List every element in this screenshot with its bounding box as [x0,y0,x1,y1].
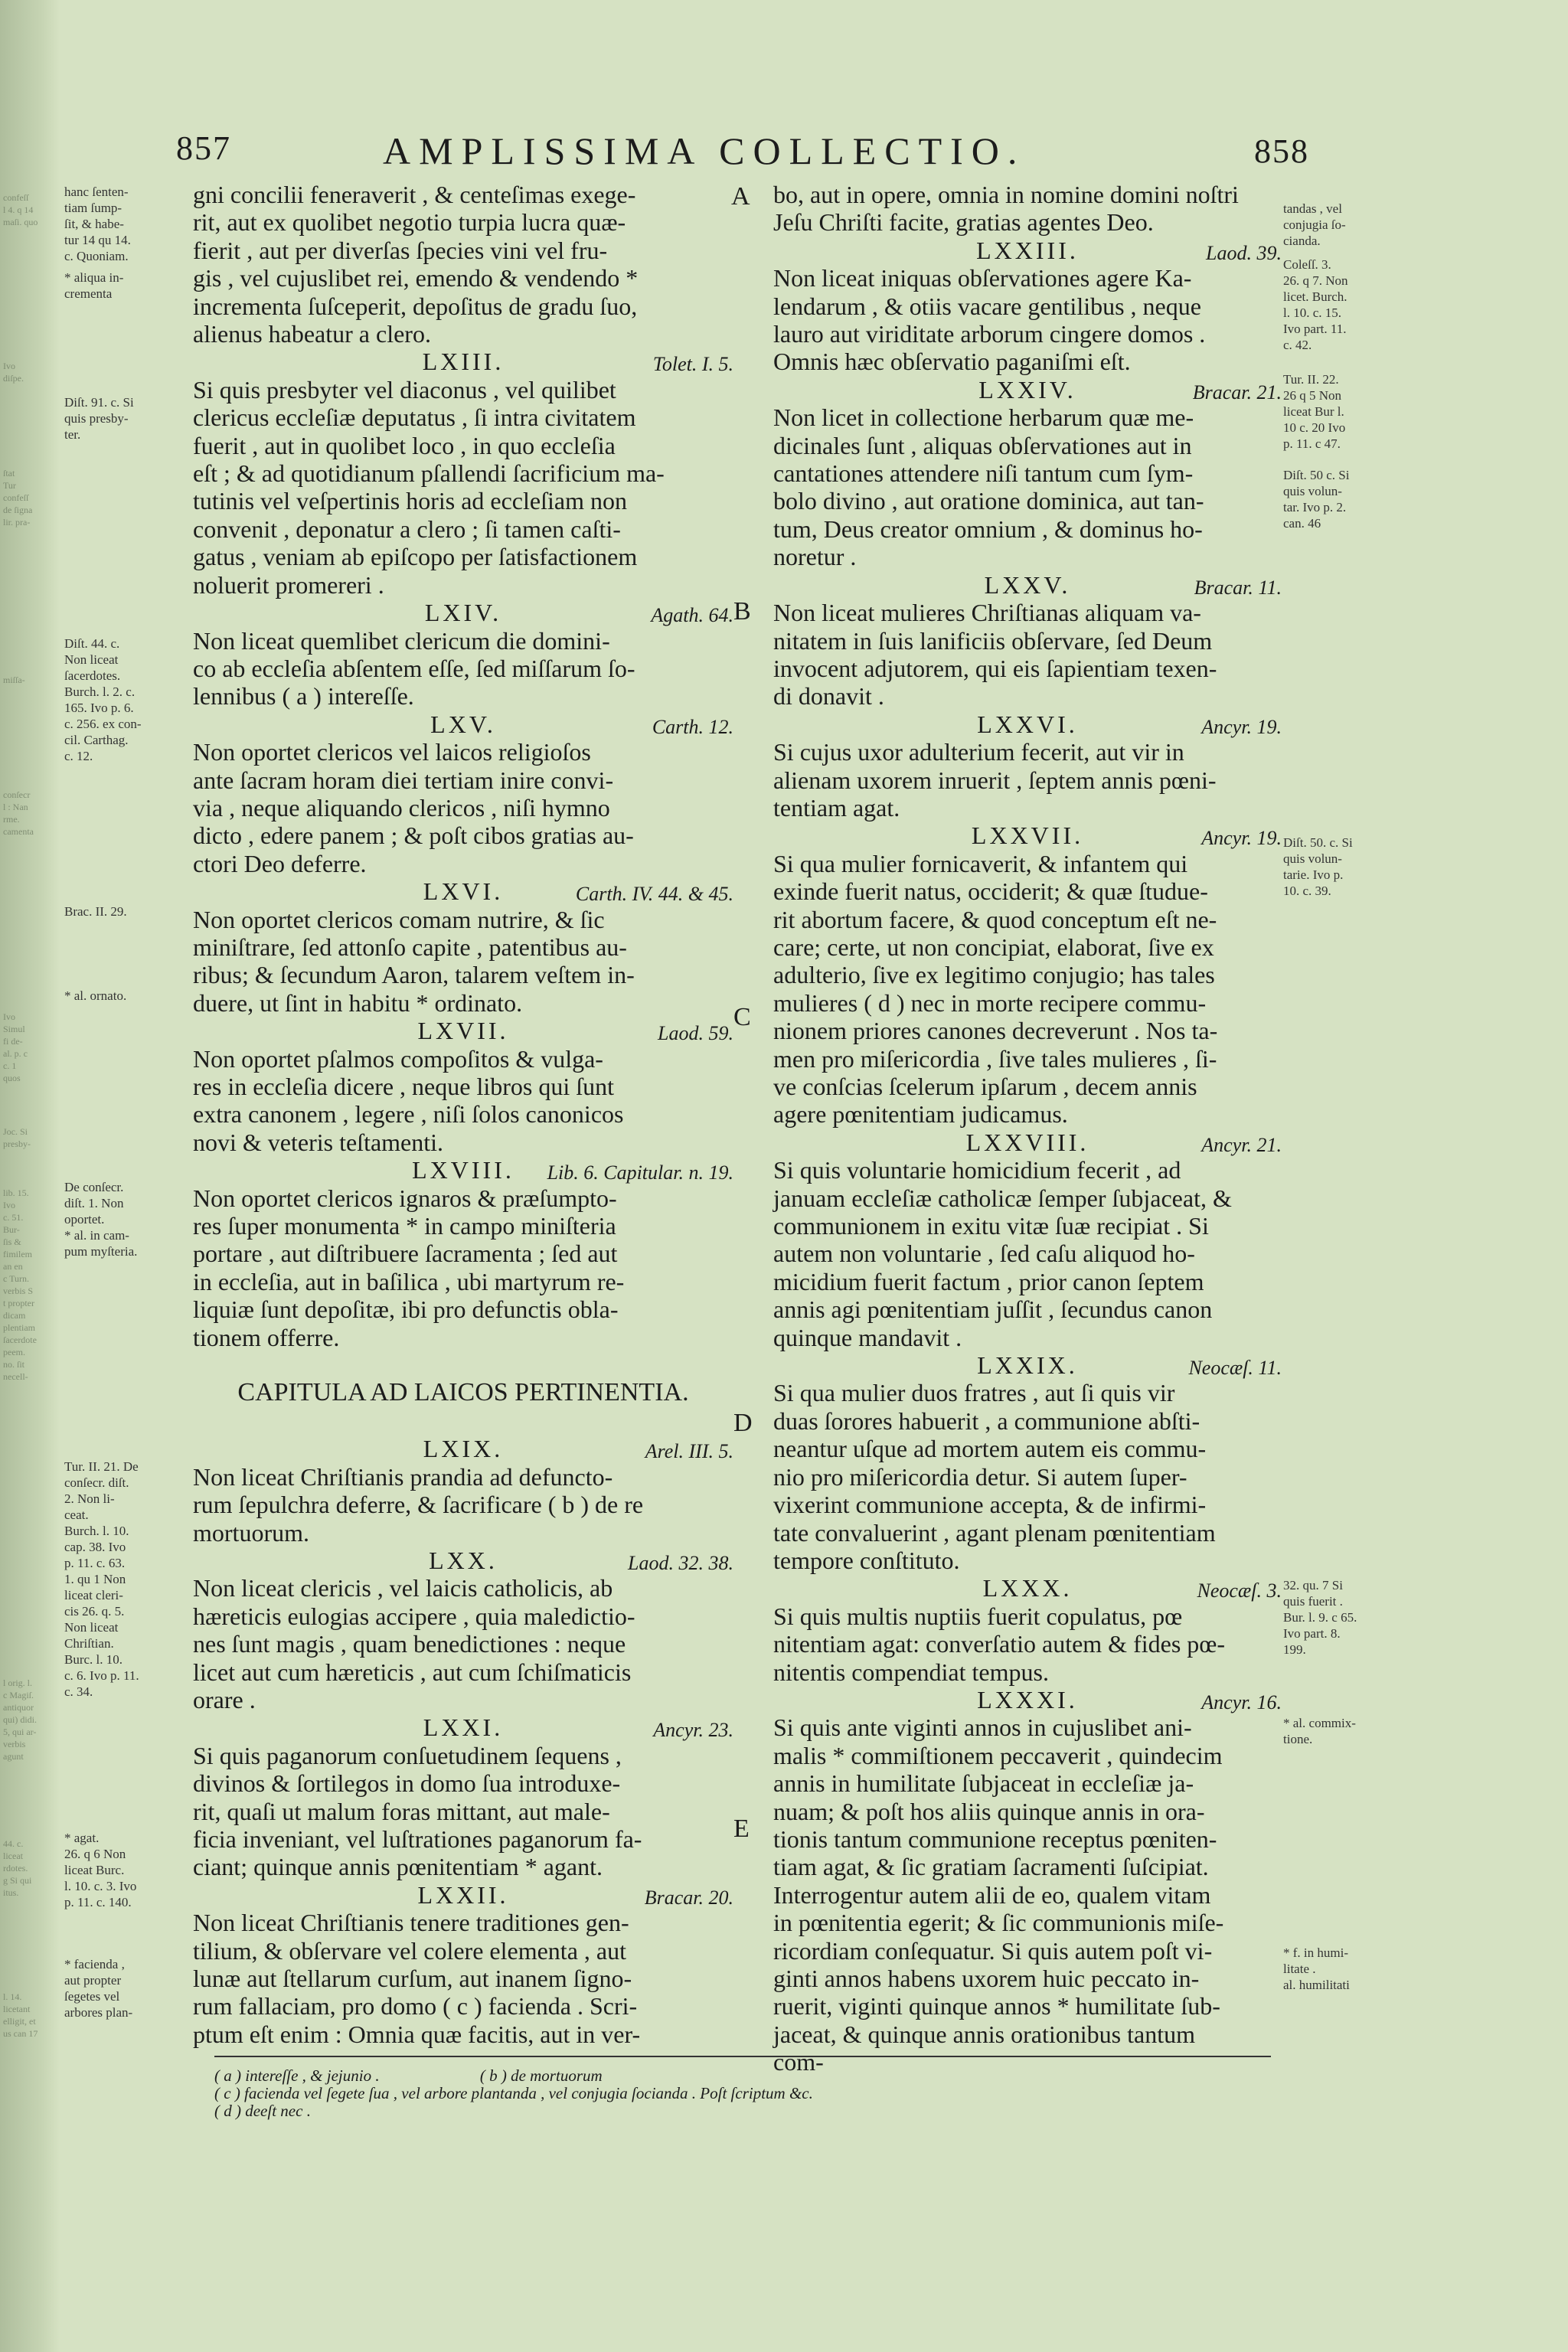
margin-note: Diſt. 91. c. Si quis presby- ter. [64,395,134,442]
text-line: Si quis presbyter vel diaconus , vel quilibet [193,375,616,403]
text-line: rum ſepulchra deferre, & ſacrificare ( b ) de re [193,1491,644,1519]
text-line: lunæ aut ſtellarum curſum, aut inanem ſigno- [193,1965,632,1992]
gutter-fragment: conſecr l : Nan rme. camenta [3,789,34,837]
text-line: hæreticis eulogias accipere , quia maledictio- [193,1602,635,1630]
text-line: care; certe, ut non concipiat, elaborat, ſive ex [773,933,1214,961]
canon-number: LXIII. [422,348,505,376]
margin-note: Tur. II. 22. 26 q 5 Non liceat Bur l. 10 c. 20 Ivo p. 11. c 47. [1283,372,1346,451]
text-line: nio pro miſericordia detur. Si autem ſuper- [773,1462,1187,1491]
margin-note: 32. qu. 7 Si quis fuerit . Bur. l. 9. c 65. Ivo part. 8. 199. [1283,1578,1357,1657]
text-line: januam eccleſiæ catholicæ ſemper ſubjaceat, & [773,1184,1232,1212]
margin-note: Diſt. 50. c. Si quis volun- tarie. Ivo p. 10. c. 39. [1283,835,1353,898]
text-line: liquiæ ſunt depoſitæ, ibi pro defunctis obla- [193,1295,619,1324]
text-line: Non licet in collectione herbarum quæ me- [773,403,1194,432]
running-header [176,124,1309,181]
text-line: Si qua mulier duos fratres , aut ſi quis vir [773,1379,1175,1407]
section-mark-b: B [733,597,751,626]
gutter-fragment: ſtat Tur confeſſ de ſigna lir. pra- [3,468,33,528]
text-line: Non oportet clericos ignaros & præſumpto- [193,1184,617,1212]
text-line: tilium, & obſervare vel colere elementa , aut [193,1936,626,1965]
text-line: divinos & ſortilegos in domo ſua introduxe- [193,1769,621,1798]
text-line: tempore conſtituto. [773,1546,960,1574]
canon-number: LXXI. [423,1713,504,1742]
text-line: autem non voluntarie , ſed caſu aliquod ho- [773,1240,1195,1268]
margin-note: * agat. 26. q 6 Non liceat Burc. l. 10. c. 3. Ivo p. 11. c. 140. [64,1831,137,1909]
canon-heading [193,1713,733,1741]
text-line: ciant; quinque annis pœnitentiam * agant. [193,1853,603,1881]
text-line: tum, Deus creator omnium , & dominus ho- [773,514,1203,543]
text-line: nuam; & poſt hos aliis quinque annis in ora- [773,1797,1205,1825]
text-line: duere, ut ſint in habitu * ordinato. [193,988,523,1017]
canon-number: LXXVII. [971,822,1084,850]
text-line: men pro miſericordia , ſive tales mulieres , ſi- [773,1044,1217,1073]
gutter-fragment: Ivo diſpe. [3,361,24,384]
text-line: rit abortum facere, & quod conceptum eſt ne- [773,905,1217,933]
text-line: Non liceat Chriſtianis prandia ad defuncto- [193,1462,613,1491]
text-line: nes ſunt magis , quam benedictiones : neque [193,1630,626,1658]
canon-number: LXVIII. [412,1156,514,1184]
text-line: ricordiam conſequatur. Si quis autem poſt vi- [773,1936,1213,1965]
canon-heading [773,1574,1282,1602]
text-line: rum fallaciam, pro domo ( c ) facienda . Scri- [193,1992,638,2020]
left-column [193,181,733,2048]
text-line: ctori Deo deferre. [193,849,367,877]
text-line: com- [773,2048,824,2076]
canon-source: Tolet. I. 5. [652,353,733,376]
text-line: rit, quaſi ut malum foras mittant, aut male- [193,1797,610,1825]
canon-heading [193,1435,733,1462]
text-line: adulterio, ſive ex legitimo conjugio; has tales [773,961,1215,989]
text-line: bolo divino , aut oratione dominica, aut tan- [773,487,1204,515]
canon-source: Ancyr. 21. [1201,1133,1282,1156]
canon-number: LXIX. [423,1435,504,1463]
margin-note: Brac. II. 29. [64,904,127,919]
text-line: Non liceat clericis , vel laicis catholicis, ab [193,1574,613,1602]
text-line: Interrogentur autem alii de eo, qualem vitam [773,1880,1211,1909]
canon-heading [773,822,1282,849]
text-line: ptum eſt enim : Omnia quæ facitis, aut in ver- [193,2020,641,2048]
text-line: invocent adjutorem, qui eis ſapientiam texen- [773,654,1217,682]
gutter-fragment: lib. 15. Ivo c. 51. Bur- ſis & fimilem an en c Turn. verbis S t propter dicam plentiam ſacerdote peem. no. ſit necell- [3,1187,37,1382]
text-line: alienus habeatur a clero. [193,320,431,348]
text-line [193,1407,733,1435]
text-line: Non oportet clericos vel laicos religioſos [193,738,591,766]
canon-source: Bracar. 21. [1192,381,1282,403]
canon-heading [773,1686,1282,1713]
margin-note: * facienda , aut propter ſegetes vel arbores plan- [64,1957,133,2020]
canon-source: Carth. 12. [652,715,733,738]
text-line: tionis tantum communione receptus pœniten- [773,1824,1217,1853]
gutter-fragment: l. 14. licetant elligit, et us can 17 [3,1991,38,2039]
text-line: rit, aut ex quolibet negotio turpia lucra quæ- [193,208,626,237]
canon-number: LXXIII. [976,236,1079,264]
text-line: neantur uſque ad mortem autem eis commu- [773,1435,1207,1463]
section-mark-d: D [733,1409,753,1437]
gutter-fragment: l orig. l. c Magiſ. antiquor qui) didi. 5, qui ar- verbis agunt [3,1677,37,1762]
page-number-left: 857 [176,129,231,167]
text-line: ginti annos habens uxorem huic peccato in- [773,1965,1200,1992]
text-line: ribus; & ſecundum Aaron, talarem veſtem in- [193,961,635,989]
canon-heading [773,237,1282,264]
text-line: fuerit , aut in quolibet loco , in quo eccleſia [193,431,616,459]
text-line: quinque mandavit . [773,1323,962,1351]
canon-source: Ancyr. 19. [1201,827,1282,850]
text-line: lauro aut viriditate arborum cingere domos . [773,320,1206,348]
text-line: malis * commiſtionem peccaverit , quindecim [773,1741,1223,1769]
text-line: Non oportet clericos comam nutrire, & ſic [193,905,605,933]
text-line: communionem in exitu vitæ ſuæ recipiat . Si [773,1212,1209,1240]
section-title: CAPITULA AD LAICOS PERTINENTIA. [237,1378,689,1407]
text-line: noretur . [773,543,857,571]
text-line: extra canonem , legere , niſi ſolos canonicos [193,1100,624,1129]
page-number-right: 858 [1254,132,1309,170]
text-line: Jeſu Chriſti facite, gratias agentes Deo. [773,208,1154,237]
text-line: mulieres ( d ) nec in morte recipere commu- [773,988,1207,1017]
canon-number: LXXII. [417,1880,509,1909]
canon-heading [773,1129,1282,1156]
margin-note: * aliqua in- crementa [64,270,124,301]
text-line: incrementa ſuſceperit, depoſitus de gradu ſuo, [193,292,638,320]
margin-note: hanc ſenten- tiam ſump- ſit, & habe- tur 14 qu 14. c. Quoniam. [64,185,131,263]
text-line: Si quis multis nuptiis fuerit copulatus, pœ [773,1602,1183,1630]
canon-heading [193,348,733,375]
text-line: res ſuper monumenta * in campo miniſteria [193,1212,616,1240]
text-line: nitentiam agat: converſatio autem & fides pœ- [773,1630,1226,1658]
gutter-bleedthrough [0,0,60,2352]
margin-note: Coleſſ. 3. 26. q 7. Non licet. Burch. l. 10. c. 15. Ivo part. 11. c. 42. [1283,257,1348,352]
canon-number: LXVII. [417,1017,509,1045]
text-line: mortuorum. [193,1518,309,1547]
text-line: Si quis paganorum conſuetudinem ſequens , [193,1741,622,1769]
text-line: lendarum , & otiis vacare gentilibus , neque [773,292,1201,320]
margin-note: Diſt. 50 c. Si quis volun- tar. Ivo p. 2. can. 46 [1283,468,1350,531]
canon-number: LXXX. [982,1574,1073,1602]
text-line: eſt ; & ad quotidianum pſallendi ſacrificium ma- [193,459,665,488]
text-line: vixerint communione accepta, & de infirmi- [773,1491,1207,1519]
gutter-fragment: miſſa- [3,675,25,685]
canon-heading [193,877,733,905]
canon-heading [193,1017,733,1044]
canon-number: LXXVIII. [965,1128,1089,1156]
text-line: annis in humilitate ſubjaceat in eccleſiæ ja- [773,1769,1194,1798]
text-line: tutinis vel veſpertinis horis ad eccleſiam non [193,487,627,515]
text-line: Non liceat Chriſtianis tenere traditiones gen- [193,1909,629,1937]
text-line: gis , vel cujuslibet rei, emendo & vendendo * [193,264,639,292]
text-line: dicto , edere panem ; & poſt cibos gratias au- [193,822,634,850]
text-line: tate convaluerint , agant plenam pœnitentiam [773,1518,1216,1547]
text-line: orare . [193,1685,256,1713]
text-line: nitatem in ſuis lanificiis obſervare, ſed Deum [773,626,1213,655]
text-line: gatus , veniam ab epiſcopo per ſatisfactionem [193,543,638,571]
canon-heading [773,571,1282,599]
text-line: di donavit . [773,682,884,710]
text-line: Si cujus uxor adulterium fecerit, aut vir in [773,738,1184,766]
canon-source: Ancyr. 19. [1201,715,1282,738]
canon-heading [193,1547,733,1574]
section-mark-e: E [733,1815,750,1843]
margin-note: Tur. II. 21. De conſecr. diſt. 2. Non li- ceat. Burch. l. 10. cap. 38. Ivo p. 11. c. 63. 1. qu 1 Non liceat cleri- cis 26. q. 5. Non liceat Chriſtian. Burc. l. 10. c. 6. Ivo p. 11. c. 34. [64,1459,139,1699]
text-line: tionem offerre. [193,1323,340,1351]
text-line: tentiam agat. [773,793,900,822]
text-line: in eccleſia, aut in baſilica , ubi martyrum re- [193,1267,625,1295]
footnote: ( c ) facienda vel ſegete ſua , vel arbore plantanda , vel conjugia ſocianda . Poſt ſcriptum &c. [214,2084,813,2102]
text-line: via , neque aliquando clericos , niſi hymno [193,793,610,822]
text-line: alienam uxorem inruerit , ſeptem annis pœni- [773,766,1217,794]
canon-number: LXV. [430,710,496,738]
canon-source: Laod. 39. [1206,241,1282,264]
footnote: ( a ) intereſſe , & jejunio . ( b ) de mortuorum [214,2066,603,2085]
canon-source: Neocæſ. 3. [1197,1579,1282,1602]
section-mark-c: C [733,1003,751,1031]
text-line [193,1351,733,1379]
text-line: ve conſcias ſcelerum ipſarum , decem annis [773,1073,1197,1100]
text-line: nitentis compendiat tempus. [773,1658,1049,1686]
canon-number: LXXIX. [977,1351,1078,1380]
text-line: clericus eccleſiæ deputatus , ſi intra civitatem [193,403,636,432]
text-line: bo, aut in opere, omnia in nomine domini noſtri [773,181,1239,208]
text-line: Non oportet pſalmos compoſitos & vulga- [193,1044,603,1073]
margin-note: * al. commix- tione. [1283,1716,1356,1746]
text-line: fierit , aut per diverſas ſpecies vini vel fru- [193,236,608,264]
text-line: Omnis hæc obſervatio paganiſmi eſt. [773,348,1131,376]
canon-heading [193,710,733,738]
text-line: Non liceat quemlibet clericum die domini- [193,626,610,655]
canon-source: Neocæſ. 11. [1188,1357,1282,1380]
margin-note: tandas , vel conjugia ſo- cianda. [1283,201,1346,248]
text-line: ante ſacram horam diei tertiam inire convi- [193,766,614,794]
text-line: convenit , deponatur a clero ; ſi tamen caſti- [193,514,621,543]
text-line: dicinales ſunt , aliquas obſervationes aut in [773,431,1192,459]
text-line: micidium fuerit factum , prior canon ſeptem [773,1267,1204,1295]
text-line: Si quis ante viginti annos in cujuslibet ani- [773,1713,1192,1742]
text-line: ruerit, viginti quinque annos * humilitate ſub- [773,1992,1220,2020]
text-line: gni concilii feneraverit , & centeſimas exege- [193,181,636,208]
canon-number: LXXVI. [977,710,1078,738]
canon-source: Lib. 6. Capitular. n. 19. [547,1161,733,1184]
text-line: licet aut cum hæreticis , aut cum ſchiſmaticis [193,1658,632,1686]
canon-number: LXVI. [423,877,504,906]
text-line: res in eccleſia dicere , neque libros qui ſunt [193,1073,615,1100]
canon-source: Bracar. 20. [644,1886,733,1909]
canon-heading [193,599,733,626]
text-line: co ab eccleſia abſentem eſſe, ſed miſſarum ſo- [193,654,635,682]
canon-source: Carth. IV. 44. & 45. [575,883,733,906]
text-line: agere pœnitentiam judicamus. [773,1100,1068,1129]
text-line: Non liceat iniquas obſervationes agere Ka- [773,264,1192,292]
canon-source: Ancyr. 16. [1201,1690,1282,1713]
text-line: portare , aut diſtribuere ſacramenta ; ſed aut [193,1240,618,1268]
margin-note: Diſt. 44. c. Non liceat ſacerdotes. Burch. l. 2. c. 165. Ivo p. 6. c. 256. ex con- cil. Carthag. c. 12. [64,636,142,763]
text-line: tiam agat, & ſic gratiam ſacramenti ſuſcipiat. [773,1853,1209,1881]
canon-heading [773,1351,1282,1379]
text-line: exinde fuerit natus, occiderit; & quæ ſtudue- [773,877,1208,906]
canon-number: LXXXI. [977,1685,1078,1713]
canon-source: Laod. 32. 38. [628,1551,733,1574]
text-line: duas ſorores habuerit , a communione abſti- [773,1406,1200,1435]
canon-source: Agath. 64. [651,604,733,627]
text-line: noluerit promereri . [193,570,384,599]
footnote: ( d ) deeſt nec . [214,2102,311,2120]
text-line: nionem priores canones decreverunt . Nos ta- [773,1017,1218,1045]
text-line: cantationes attendere niſi tantum cum ſym- [773,459,1194,488]
canon-number: LXX. [429,1546,498,1574]
margin-note: * al. ornato. [64,988,127,1003]
text-line: Non liceat mulieres Chriſtianas aliquam va- [773,599,1201,627]
right-column [773,181,1282,2076]
canon-number: LXXV. [984,570,1071,599]
canon-number: LXXIV. [978,375,1076,403]
margin-note: * f. in humi- litate . al. humilitati [1283,1945,1350,1992]
text-line: novi & veteris teſtamenti. [193,1128,444,1156]
running-title: AMPLISSIMA COLLECTIO. [383,129,1026,172]
text-line: Si qua mulier fornicaverit, & infantem qui [773,849,1188,877]
canon-source: Bracar. 11. [1194,576,1282,599]
text-line: lennibus ( a ) intereſſe. [193,682,414,710]
text-line: jaceat, & quinque annis orationibus tantum [773,2020,1195,2048]
gutter-fragment: 44. c. liceat rdotes. g Si qui itus. [3,1838,32,1898]
canon-number: LXIV. [424,599,502,627]
canon-source: Laod. 59. [658,1022,733,1045]
canon-heading [193,1156,733,1184]
gutter-fragment: Ivo Simul fi de- al. p. c c. 1 quos [3,1011,28,1083]
margin-note: De conſecr. diſt. 1. Non oportet. * al. in cam- pum myſteria. [64,1180,138,1259]
canon-heading [773,710,1282,738]
text-line: Si quis voluntarie homicidium fecerit , ad [773,1156,1181,1184]
section-mark-a: A [731,182,750,211]
canon-source: Arel. III. 5. [645,1440,733,1463]
canon-heading [773,376,1282,403]
text-line: annis agi pœnitentiam juſſit , ſecundus canon [773,1295,1213,1324]
text-line: ficia inveniant, vel luſtrationes paganorum fa- [193,1824,642,1853]
gutter-fragment: Joc. Si presby- [3,1126,31,1149]
text-line: in pœnitentia egerit; & ſic communionis miſe- [773,1909,1224,1937]
canon-source: Ancyr. 23. [653,1719,733,1742]
footnote-rule [214,2056,1271,2057]
gutter-fragment: confeſſ l 4. q 14 maſi. quo [3,192,38,227]
canon-heading [193,1881,733,1909]
text-line: miniſtrare, ſed attonſo capite , patentibus au- [193,933,627,961]
